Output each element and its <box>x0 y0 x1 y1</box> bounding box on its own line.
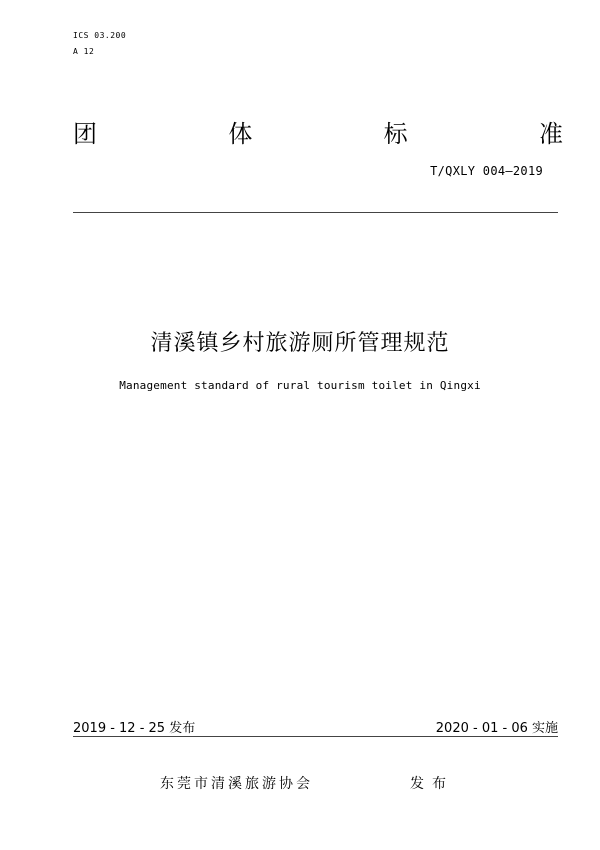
issue-label: 发布 <box>410 776 454 792</box>
chinese-title: 清溪镇乡村旅游厕所管理规范 <box>150 331 450 356</box>
document-type-char: 标 <box>383 119 408 148</box>
ccs-code: A 12 <box>73 47 95 56</box>
footer-divider <box>73 736 558 737</box>
issuing-organization: 东莞市清溪旅游协会 <box>160 776 313 792</box>
document-type-char: 体 <box>228 119 253 148</box>
header-divider <box>73 212 558 213</box>
english-title: Management standard of rural tourism toilet in Qingxi <box>119 379 481 392</box>
document-type-char: 团 <box>73 119 97 148</box>
document-type-heading <box>73 114 563 148</box>
ics-code: ICS 03.200 <box>73 31 127 40</box>
standard-number: T/QXLY 004—2019 <box>430 164 543 178</box>
publication-date: 2019 - 12 - 25 发布 <box>73 721 196 736</box>
document-type-char: 准 <box>538 119 563 148</box>
implementation-date: 2020 - 01 - 06 实施 <box>435 721 558 736</box>
